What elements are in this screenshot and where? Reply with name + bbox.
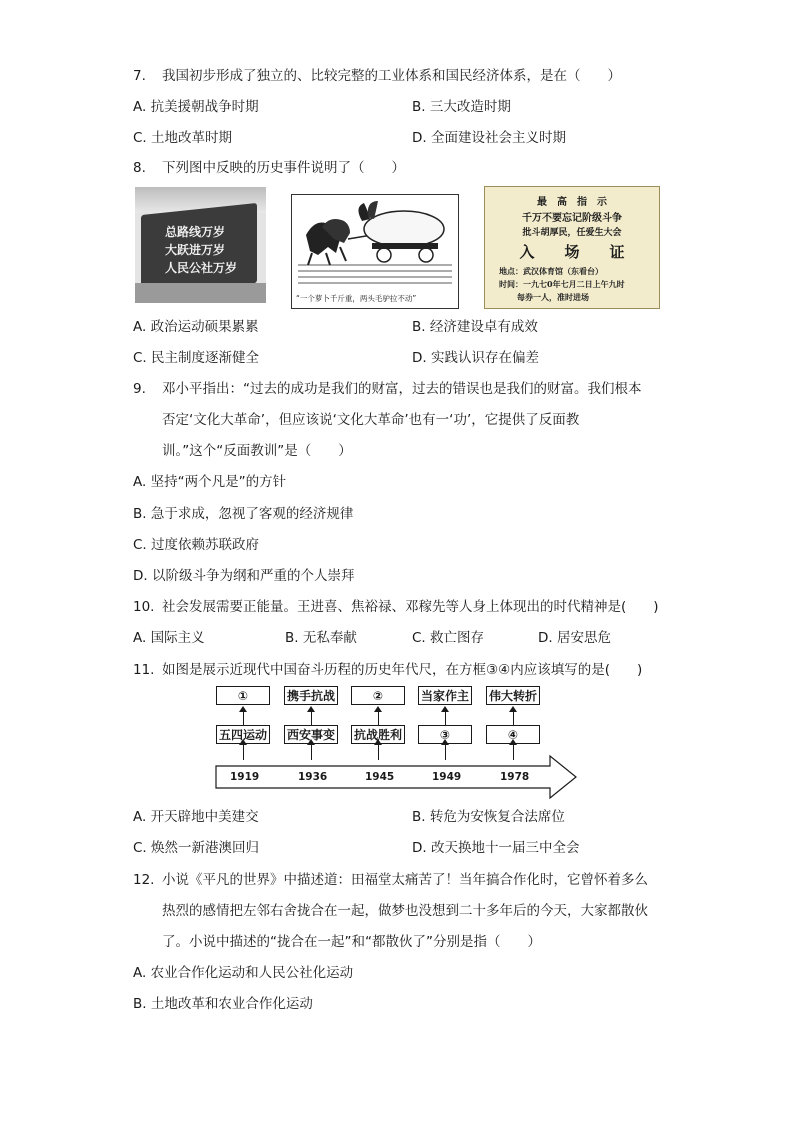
q7-option-c: C. 土地改革时期 (133, 130, 233, 146)
timeline-top-3: ② (351, 686, 405, 705)
arrow-up-icon (239, 739, 247, 745)
timeline-bottom-5: ④ (486, 725, 540, 744)
q9-stem-line-1: 邓小平指出：“过去的成功是我们的财富，过去的错误也是我们的财富。我们根本 (162, 381, 642, 397)
q10-option-a: A. 国际主义 (133, 630, 205, 646)
q12-option-a: A. 农业合作化运动和人民公社化运动 (133, 965, 354, 981)
q9-option-b: B. 急于求成，忽视了客观的经济规律 (133, 506, 354, 522)
q7-option-a: A. 抗美援朝战争时期 (133, 99, 259, 115)
timeline-year-1: 1919 (230, 771, 260, 783)
q7-option-d: D. 全面建设社会主义时期 (412, 130, 566, 146)
q9-stem-line-3: 训。”这个“反面教训”是（ ） (162, 443, 352, 459)
q12-stem-line-2: 热烈的感情把左邻右舍拢合在一起，做梦也没想到二十多年后的今天，大家都散伙 (162, 903, 648, 919)
q9-number: 9. (133, 381, 146, 397)
slogan-banner-photo (135, 187, 266, 303)
q7-option-b: B. 三大改造时期 (412, 99, 511, 115)
arrow-up-icon (441, 706, 449, 712)
q7-number: 7. (133, 68, 146, 84)
q8-option-d: D. 实践认识存在偏差 (412, 350, 539, 366)
q9-option-c: C. 过度依赖苏联政府 (133, 537, 260, 553)
ticket-line-5: 地点：武汉体育馆（东看台） (499, 266, 603, 276)
q8-option-b: B. 经济建设卓有成效 (412, 319, 538, 335)
q12-number: 12. (133, 872, 155, 888)
arrow-up-icon (509, 739, 517, 745)
cartoon-drawing (292, 195, 458, 291)
q10-stem: 社会发展需要正能量。王进喜、焦裕禄、邓稼先等人身上体现出的时代精神是( ) (162, 599, 659, 615)
q11-option-c: C. 焕然一新港澳回归 (133, 840, 260, 856)
q12-stem-line-3: 了。小说中描述的“拢合在一起”和“都散伙了”分别是指（ ） (162, 934, 541, 950)
q10-option-d: D. 居安思危 (538, 630, 611, 646)
timeline-bottom-3: 抗战胜利 (351, 725, 405, 744)
arrow-up-icon (441, 739, 449, 745)
timeline-bottom-2: 西安事变 (284, 725, 338, 744)
q8-option-c: C. 民主制度逐渐健全 (133, 350, 260, 366)
arrow-up-icon (307, 706, 315, 712)
timeline-bottom-1: 五四运动 (216, 725, 270, 744)
timeline-top-5: 伟大转折 (486, 686, 540, 705)
timeline-year-3: 1945 (365, 771, 395, 783)
arrow-up-icon (239, 706, 247, 712)
timeline-top-2: 携手抗战 (284, 686, 338, 705)
timeline-top-1: ① (216, 686, 270, 705)
q9-option-a: A. 坚持“两个凡是”的方针 (133, 474, 287, 490)
banner-line-1: 总路线万岁 (165, 225, 226, 239)
q8-option-a: A. 政治运动硕果累累 (133, 319, 259, 335)
q9-stem-line-2: 否定‘文化大革命’，但应该说‘文化大革命’也有一‘功’，它提供了反面教 (162, 412, 580, 428)
q12-option-b: B. 土地改革和农业合作化运动 (133, 996, 313, 1012)
q8-stem: 下列图中反映的历史事件说明了（ ） (162, 160, 405, 176)
q8-number: 8. (133, 160, 146, 176)
timeline-top-4: 当家作主 (418, 686, 472, 705)
arrow-up-icon (307, 739, 315, 745)
arrow-up-icon (509, 706, 517, 712)
q11-option-a: A. 开天辟地中美建交 (133, 809, 259, 825)
banner-line-2: 大跃进万岁 (165, 243, 226, 257)
timeline-year-5: 1978 (500, 771, 530, 783)
ticket-line-4: 入 场 证 (519, 243, 625, 261)
q12-stem-line-1: 小说《平凡的世界》中描述道：田福堂太痛苦了！当年搞合作化时，它曾怀着多么 (162, 872, 648, 888)
ticket-line-7: 每券一人，准时进场 (517, 292, 589, 302)
ticket-line-2: 千万不要忘记阶级斗争 (522, 213, 622, 224)
banner-line-3: 人民公社万岁 (165, 261, 238, 275)
ticket-line-6: 时间：一九七0年七月二日上午九时 (499, 279, 625, 289)
timeline-year-2: 1936 (298, 771, 328, 783)
q11-option-d: D. 改天换地十一届三中全会 (412, 840, 580, 856)
timeline-year-4: 1949 (432, 771, 462, 783)
q9-option-d: D. 以阶级斗争为纲和严重的个人崇拜 (133, 568, 355, 584)
radish-cartoon (291, 194, 459, 309)
arrow-up-icon (374, 739, 382, 745)
cartoon-caption: “一个萝卜千斤重，两头毛驴拉不动” (296, 294, 417, 303)
q10-option-b: B. 无私奉献 (285, 630, 357, 646)
q10-number: 10. (133, 599, 155, 615)
admission-ticket (484, 186, 660, 309)
q7-stem: 我国初步形成了独立的、比较完整的工业体系和国民经济体系，是在（ ） (162, 68, 621, 84)
q10-option-c: C. 救亡图存 (412, 630, 485, 646)
q11-stem: 如图是展示近现代中国奋斗历程的历史年代尺，在方框③④内应该填写的是( ) (162, 662, 643, 678)
ticket-line-1: 最 高 指 示 (537, 197, 607, 208)
q11-number: 11. (133, 662, 155, 678)
timeline-bottom-4: ③ (418, 725, 472, 744)
q11-option-b: B. 转危为安恢复合法席位 (412, 809, 565, 825)
ticket-line-3: 批斗胡厚民，任爱生大会 (522, 228, 622, 238)
arrow-up-icon (374, 706, 382, 712)
